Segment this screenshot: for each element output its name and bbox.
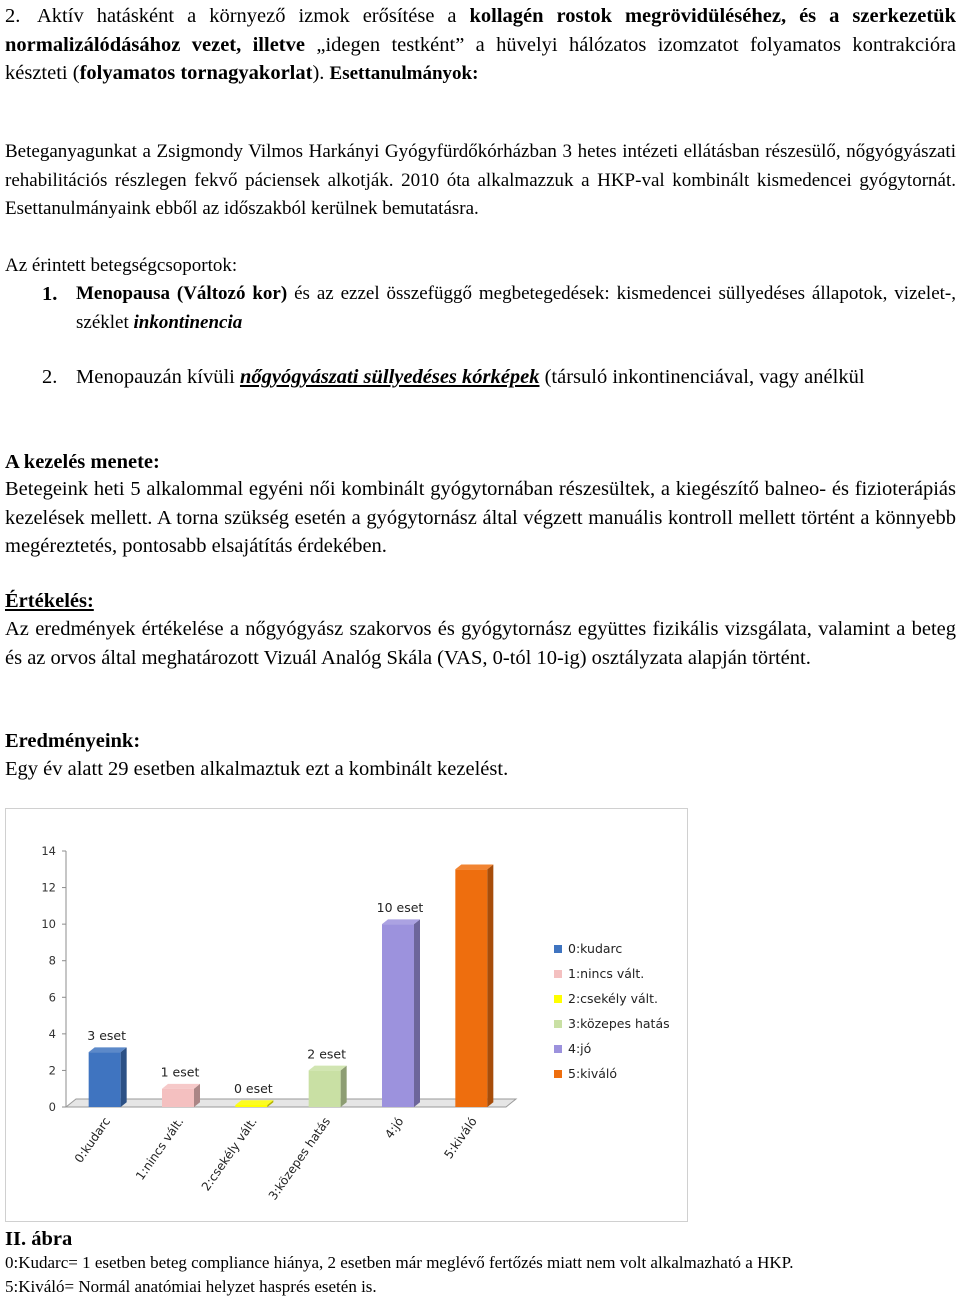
case-studies-paragraph: Beteganyagunkat a Zsigmondy Vilmos Harkányi Gyógyfürdőkórházban 3 hetes intézeti ellátásban részesülő, nőgyógyászati rehabilitációs részlegen fekvő páciensek alkotják. 2010 óta alkalmazzuk a HKP-val kombinált kismedencei gyógytornát. Esettanulmányaink ebből az időszakból kerülnek bemutatásra. <box>5 141 956 219</box>
group-2-tail: (társuló inkontinenciával, vagy anélkül <box>539 366 865 388</box>
legend-swatch <box>554 945 562 953</box>
x-category-label: 0:kudarc <box>71 1114 114 1166</box>
bar-front <box>455 869 487 1107</box>
legend-label: 5:kiváló <box>568 1066 618 1081</box>
x-category-label: 4:jó <box>382 1114 407 1142</box>
treatment-heading: A kezelés menete: <box>5 451 160 473</box>
bar-top <box>162 1084 200 1089</box>
bar-top <box>455 864 493 869</box>
figure-note-1: 0:Kudarc= 1 esetben beteg compliance hiánya, 2 esetben már meglévő fertőzés miatt nem volt alkalmazható a HKP. <box>5 1253 794 1272</box>
bar-data-label: 0 eset <box>233 1081 273 1096</box>
bar-front <box>89 1052 121 1107</box>
y-tick-label: 10 <box>41 917 56 932</box>
y-tick-label: 0 <box>48 1100 56 1114</box>
bar-data-label: 10 eset <box>376 900 424 916</box>
legend-label: 1:nincs vált. <box>568 966 645 981</box>
y-tick-label: 6 <box>48 990 56 1005</box>
results-heading: Eredményeink: <box>5 730 141 752</box>
y-tick-label: 4 <box>48 1026 56 1041</box>
affected-groups-label: Az érintett betegségcsoportok: <box>5 255 238 276</box>
x-category-label: 5:kiváló <box>441 1114 480 1162</box>
item-2-bold-b: folyamatos tornagyakorlat <box>79 62 313 84</box>
bar-data-label: 2 eset <box>307 1046 347 1062</box>
bar-top <box>89 1047 127 1052</box>
group-1-text: és az ezzel összefüggő megbetegedések: kismedencei süllyedéses állapotok, vizelet-, széklet <box>76 283 956 333</box>
treatment-paragraph: Betegeink heti 5 alkalommal egyéni női kombinált gyógytornában részesültek, a kiegészítő balneo- és fizioterápiás kezelések mellett. A torna szükség esetén a gyógytornász által végzett manuális kontroll mellett történt a könnyebb megéreztetés, pontosabb elsajátítás érdekében. <box>5 478 956 557</box>
item-2-number: 2. <box>5 5 21 27</box>
bar-front <box>235 1105 267 1107</box>
group-1-number: 1. <box>42 283 58 305</box>
bar-top <box>382 919 420 924</box>
bar-side <box>121 1047 127 1107</box>
y-tick-label: 8 <box>48 953 56 968</box>
chart-floor <box>66 1099 516 1107</box>
bar-front <box>382 924 414 1107</box>
legend-label: 3:közepes hatás <box>568 1016 670 1031</box>
bar-front <box>162 1089 194 1107</box>
y-tick-label: 12 <box>41 880 56 895</box>
item-2-text-b: „idegen testként” a hüvelyi hálózatos izomzatot folyamatos kontrakcióra készteti ( <box>5 33 956 84</box>
item-2-bold-a: kollagén rostok megrövidüléséhez, és a szerkezetük normalizálódásához vezet, illetve <box>5 5 956 56</box>
x-category-label: 2:csekély vált. <box>198 1114 260 1194</box>
legend-swatch <box>554 1020 562 1028</box>
legend-label: 2:csekély vált. <box>568 991 658 1006</box>
bar-front <box>309 1070 341 1107</box>
bar-side <box>414 919 420 1107</box>
group-1-title: Menopausa (Változó kor) <box>76 283 288 304</box>
bar-top <box>235 1100 273 1105</box>
bar-top <box>309 1066 347 1071</box>
bar-side <box>487 864 493 1107</box>
evaluation-heading: Értékelés: <box>5 590 94 612</box>
figure-label: II. ábra <box>5 1228 73 1250</box>
results-bar-chart <box>5 808 688 1222</box>
x-category-label: 1:nincs vált. <box>133 1114 187 1183</box>
item-2-text-a: Aktív hatásként a környező izmok erősítése a <box>37 5 470 27</box>
group-2-number: 2. <box>42 366 58 388</box>
legend-label: 0:kudarc <box>568 941 623 956</box>
y-tick-label: 2 <box>48 1063 56 1078</box>
y-tick-label: 14 <box>41 844 56 858</box>
bar-side <box>341 1066 347 1107</box>
bar-data-label: 1 eset <box>160 1064 200 1080</box>
chart-svg <box>6 809 687 1221</box>
legend-swatch <box>554 1045 562 1053</box>
group-1-emphasis: inkontinencia <box>133 311 243 333</box>
case-studies-heading: Esettanulmányok: <box>329 63 479 84</box>
figure-note-2: 5:Kiváló= Normál anatómiai helyzet hasprés esetén is. <box>5 1277 377 1296</box>
legend-swatch <box>554 1070 562 1078</box>
results-paragraph: Egy év alatt 29 esetben alkalmaztuk ezt a kombinált kezelést. <box>5 758 509 780</box>
group-2-text: Menopauzán kívüli <box>76 366 240 388</box>
legend-label: 4:jó <box>568 1041 592 1056</box>
item-2-text-c: ). <box>312 62 325 84</box>
legend-swatch <box>554 970 562 978</box>
item-2-paragraph <box>5 2 956 89</box>
evaluation-paragraph: Az eredmények értékelése a nőgyógyász szakorvos és gyógytornász együttes fizikális vizsgálata, valamint a beteg és az orvos által meghatározott Vizuál Analóg Skála (VAS, 0-tól 10-ig) osztályzata alapján történt. <box>5 618 956 669</box>
legend-swatch <box>554 995 562 1003</box>
bar-data-label: 3 eset <box>87 1028 127 1044</box>
group-2-emphasis: nőgyógyászati süllyedéses kórképek <box>239 366 540 388</box>
x-category-label: 3:közepes hatás <box>265 1114 334 1203</box>
